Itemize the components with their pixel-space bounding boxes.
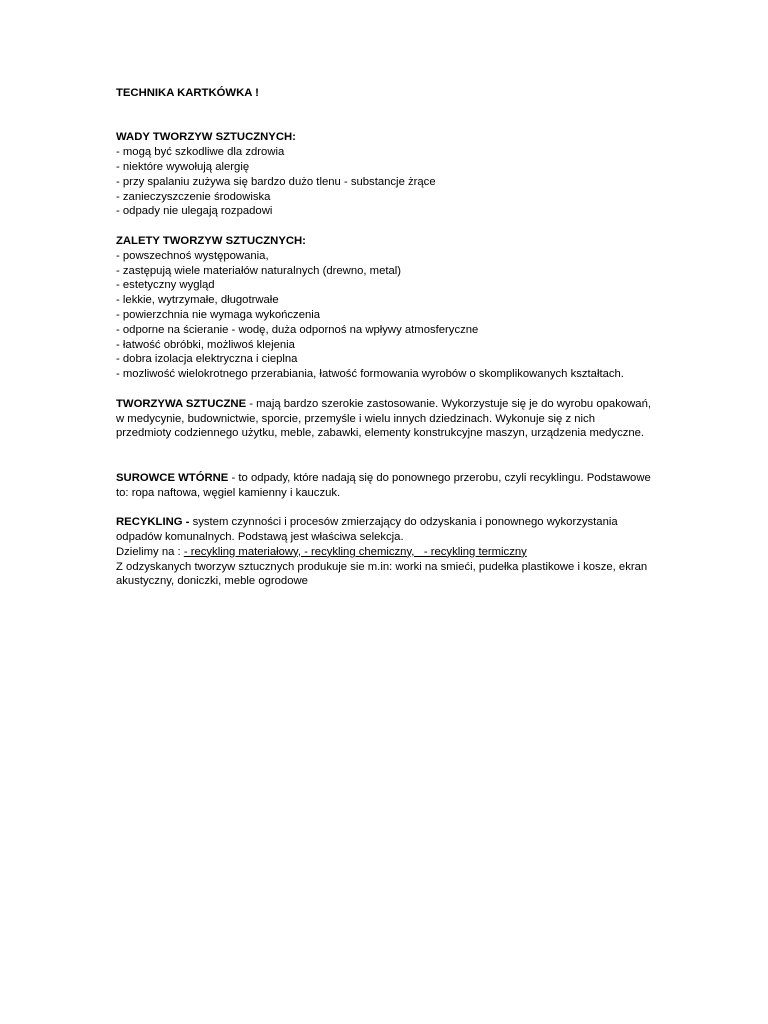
section-wady xyxy=(116,130,652,219)
zalety-item: - estetyczny wygląd xyxy=(116,279,215,292)
zalety-item: - powszechnoś występowania, xyxy=(116,249,269,262)
spacer xyxy=(116,219,652,234)
spacer xyxy=(116,441,652,471)
wady-item: - przy spalaniu zużywa się bardzo dużo tlenu - substancje żrące xyxy=(116,175,436,188)
section-zalety xyxy=(116,234,652,382)
recykling-paragraph xyxy=(116,515,652,545)
zalety-item: - mozliwość wielokrotnego przerabiania, łatwość formowania wyrobów o skomplikowanych kształtach. xyxy=(116,368,624,381)
spacer xyxy=(116,382,652,397)
recykling-text: system czynności i procesów zmierzający do odzyskania i ponownego wykorzystania odpadów komunalnych. Podstawą jest właściwa selekcja. xyxy=(116,516,618,543)
recykling-divide-line xyxy=(116,545,652,560)
tworzywa-text: - mają bardzo szerokie zastosowanie. Wykorzystuje się je do wyrobu opakowań, w medycynie, budownictwie, sporcie, przemyśle i wielu innych dziedzinach. Wykonuje się z nich przedmioty codziennego użytku, meble, zabawki, elementy konstrukcyjne maszyn, urządzenia medyczne. xyxy=(116,397,651,440)
zalety-item: - lekkie, wytrzymałe, długotrwałe xyxy=(116,294,279,307)
document-page xyxy=(116,86,652,589)
zalety-item: - odporne na ścieranie - wodę, duża odpornoś na wpływy atmosferyczne xyxy=(116,323,479,336)
wady-item: - zanieczyszczenie środowiska xyxy=(116,190,271,203)
spacer xyxy=(116,500,652,515)
wady-item: - odpady nie ulegają rozpadowi xyxy=(116,205,273,218)
recykling-term: RECYKLING - xyxy=(116,516,190,529)
wady-item: - mogą być szkodliwe dla zdrowia xyxy=(116,146,285,159)
surowce-text: - to odpady, które nadają się do ponownego przerobu, czyli recyklingu. Podstawowe to: ropa naftowa, węgiel kamienny i kauczuk. xyxy=(116,471,651,499)
zalety-heading: ZALETY TWORZYW SZTUCZNYCH: xyxy=(116,234,306,247)
tworzywa-term: TWORZYWA SZTUCZNE xyxy=(116,397,247,410)
zalety-item: - powierzchnia nie wymaga wykończenia xyxy=(116,308,321,321)
recykling-products: Z odzyskanych tworzyw sztucznych produkuje sie m.in: worki na smieći, pudełka plastikowe i kosze, ekran akustyczny, doniczki, meble ogrodowe xyxy=(116,560,648,588)
surowce-term: SUROWCE WTÓRNE xyxy=(116,471,229,484)
document-title: TECHNIKA KARTKÓWKA ! xyxy=(116,87,259,99)
wady-item: - niektóre wywołują alergię xyxy=(116,160,250,173)
recykling-divide-types: - recykling materiałowy, - recykling chemiczny, - recykling termiczny xyxy=(183,545,527,558)
spacer xyxy=(116,101,652,131)
zalety-item: - łatwość obróbki, możliwoś klejenia xyxy=(116,338,295,351)
tworzywa-paragraph xyxy=(116,397,652,441)
recykling-divide-label: Dzielimy na : xyxy=(116,545,184,558)
surowce-paragraph xyxy=(116,471,652,501)
zalety-item: - zastępują wiele materiałów naturalnych (drewno, metal) xyxy=(116,264,402,277)
wady-heading: WADY TWORZYW SZTUCZNYCH: xyxy=(116,131,296,144)
zalety-item: - dobra izolacja elektryczna i cieplna xyxy=(116,353,298,366)
